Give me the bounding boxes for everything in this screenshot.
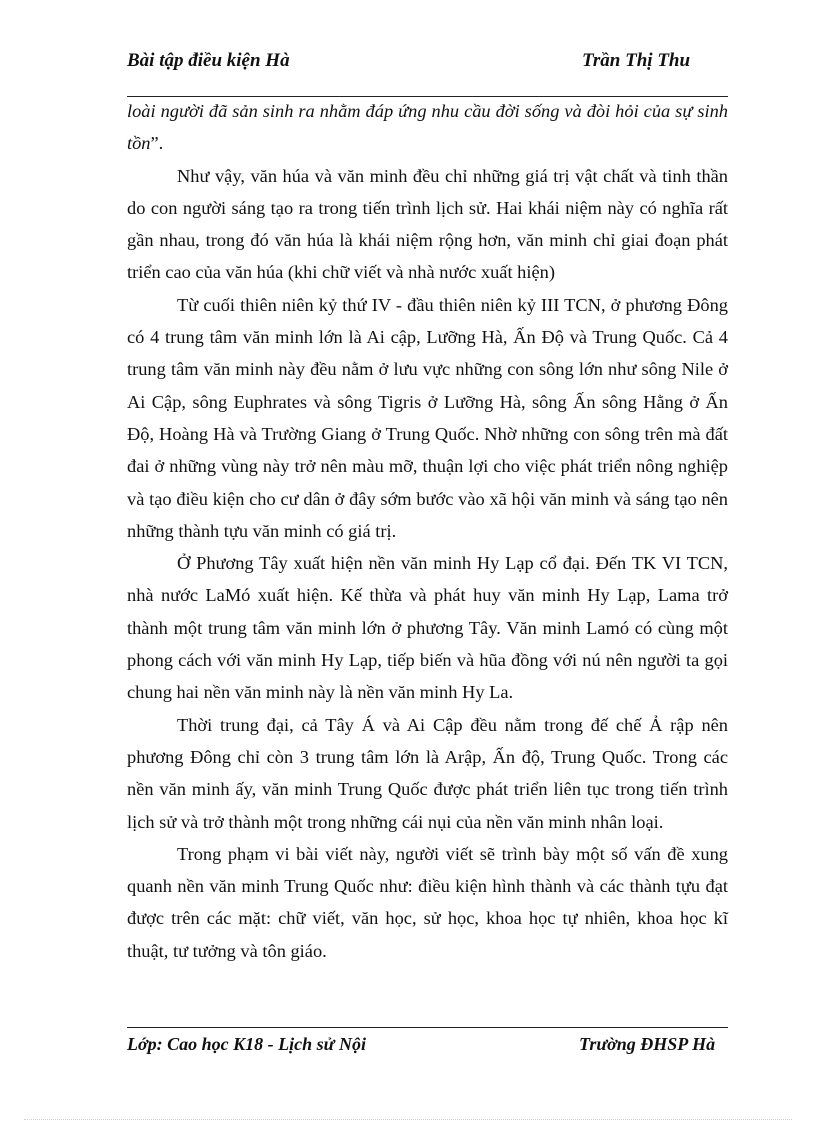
paragraph: Thời trung đại, cả Tây Á và Ai Cập đều nằm trong đế chế Ả rập nên phương Đông chỉ còn 3 trung tâm lớn là Arập, Ấn độ, Trung Quốc. Trong các nền văn minh ấy, văn minh Trung Quốc được phát triển liên tục trong tiến trình lịch sử và trở thành một trong những cái nụi của nền văn minh nhân loại.: [127, 714, 728, 832]
page-bottom-border: [24, 1119, 792, 1120]
paragraph: Từ cuối thiên niên kỷ thứ IV - đầu thiên niên kỷ III TCN, ở phương Đông có 4 trung tâm văn minh lớn là Ai cập, Lưỡng Hà, Ấn Độ và Trung Quốc. Cả 4 trung tâm văn minh này đều nằm ở lưu vực những con sông lớn như sông Nile ở Ai Cập, sông Euphrates và sông Tigris ở Lưỡng Hà, sông Ấn sông Hằng ở Ấn Độ, Hoàng Hà và Trường Giang ở Trung Quốc. Nhờ những con sông trên mà đất đai ở những vùng này trở nên màu mỡ, thuận lợi cho việc phát triển nông nghiệp và tạo điều kiện cho cư dân ở đây sớm bước vào xã hội văn minh và sáng tạo nên những thành tựu văn minh có giá trị.: [127, 294, 728, 541]
lead-quote-end: ”.: [150, 133, 164, 154]
footer-rule: [127, 1027, 728, 1028]
header-author: Trần Thị Thu: [582, 50, 691, 71]
paragraph: Trong phạm vi bài viết này, người viết sẽ trình bày một số vấn đề xung quanh nền văn minh Trung Quốc như: điều kiện hình thành và các thành tựu đạt được trên các mặt: chữ viết, văn học, sử học, khoa học tự nhiên, khoa học kĩ thuật, tư tưởng và tôn giáo.: [127, 843, 728, 961]
footer-school: Trường ĐHSP Hà: [579, 1034, 716, 1054]
header-title: Bài tập điều kiện Hà: [127, 50, 290, 71]
footer-class: Lớp: Cao học K18 - Lịch sử Nội: [127, 1034, 366, 1054]
lead-paragraph: [127, 95, 728, 160]
paragraph: Như vậy, văn húa và văn minh đều chỉ những giá trị vật chất và tinh thần do con người sáng tạo ra trong tiến trình lịch sử. Hai khái niệm này có nghĩa rất gần nhau, trong đó văn húa là khái niệm rộng hơn, văn minh chỉ giai đoạn phát triển cao của văn húa (khi chữ viết và nhà nước xuất hiện): [127, 165, 728, 283]
document-body: [127, 95, 728, 967]
lead-quote: loài người đã sản sinh ra nhằm đáp ứng nhu cầu đời sống và đòi hỏi của sự sinh tồn: [127, 101, 728, 154]
paragraph: Ở Phương Tây xuất hiện nền văn minh Hy Lạp cổ đại. Đến TK VI TCN, nhà nước LaMó xuất hiện. Kế thừa và phát huy văn minh Hy Lạp, Lama trở thành một trung tâm văn minh lớn ở phương Tây. Văn minh Lamó có cùng một phong cách với văn minh Hy Lạp, tiếp biến và hũa đồng với nú nên người ta gọi chung hai nền văn minh này là nền văn minh Hy La.: [127, 553, 728, 703]
